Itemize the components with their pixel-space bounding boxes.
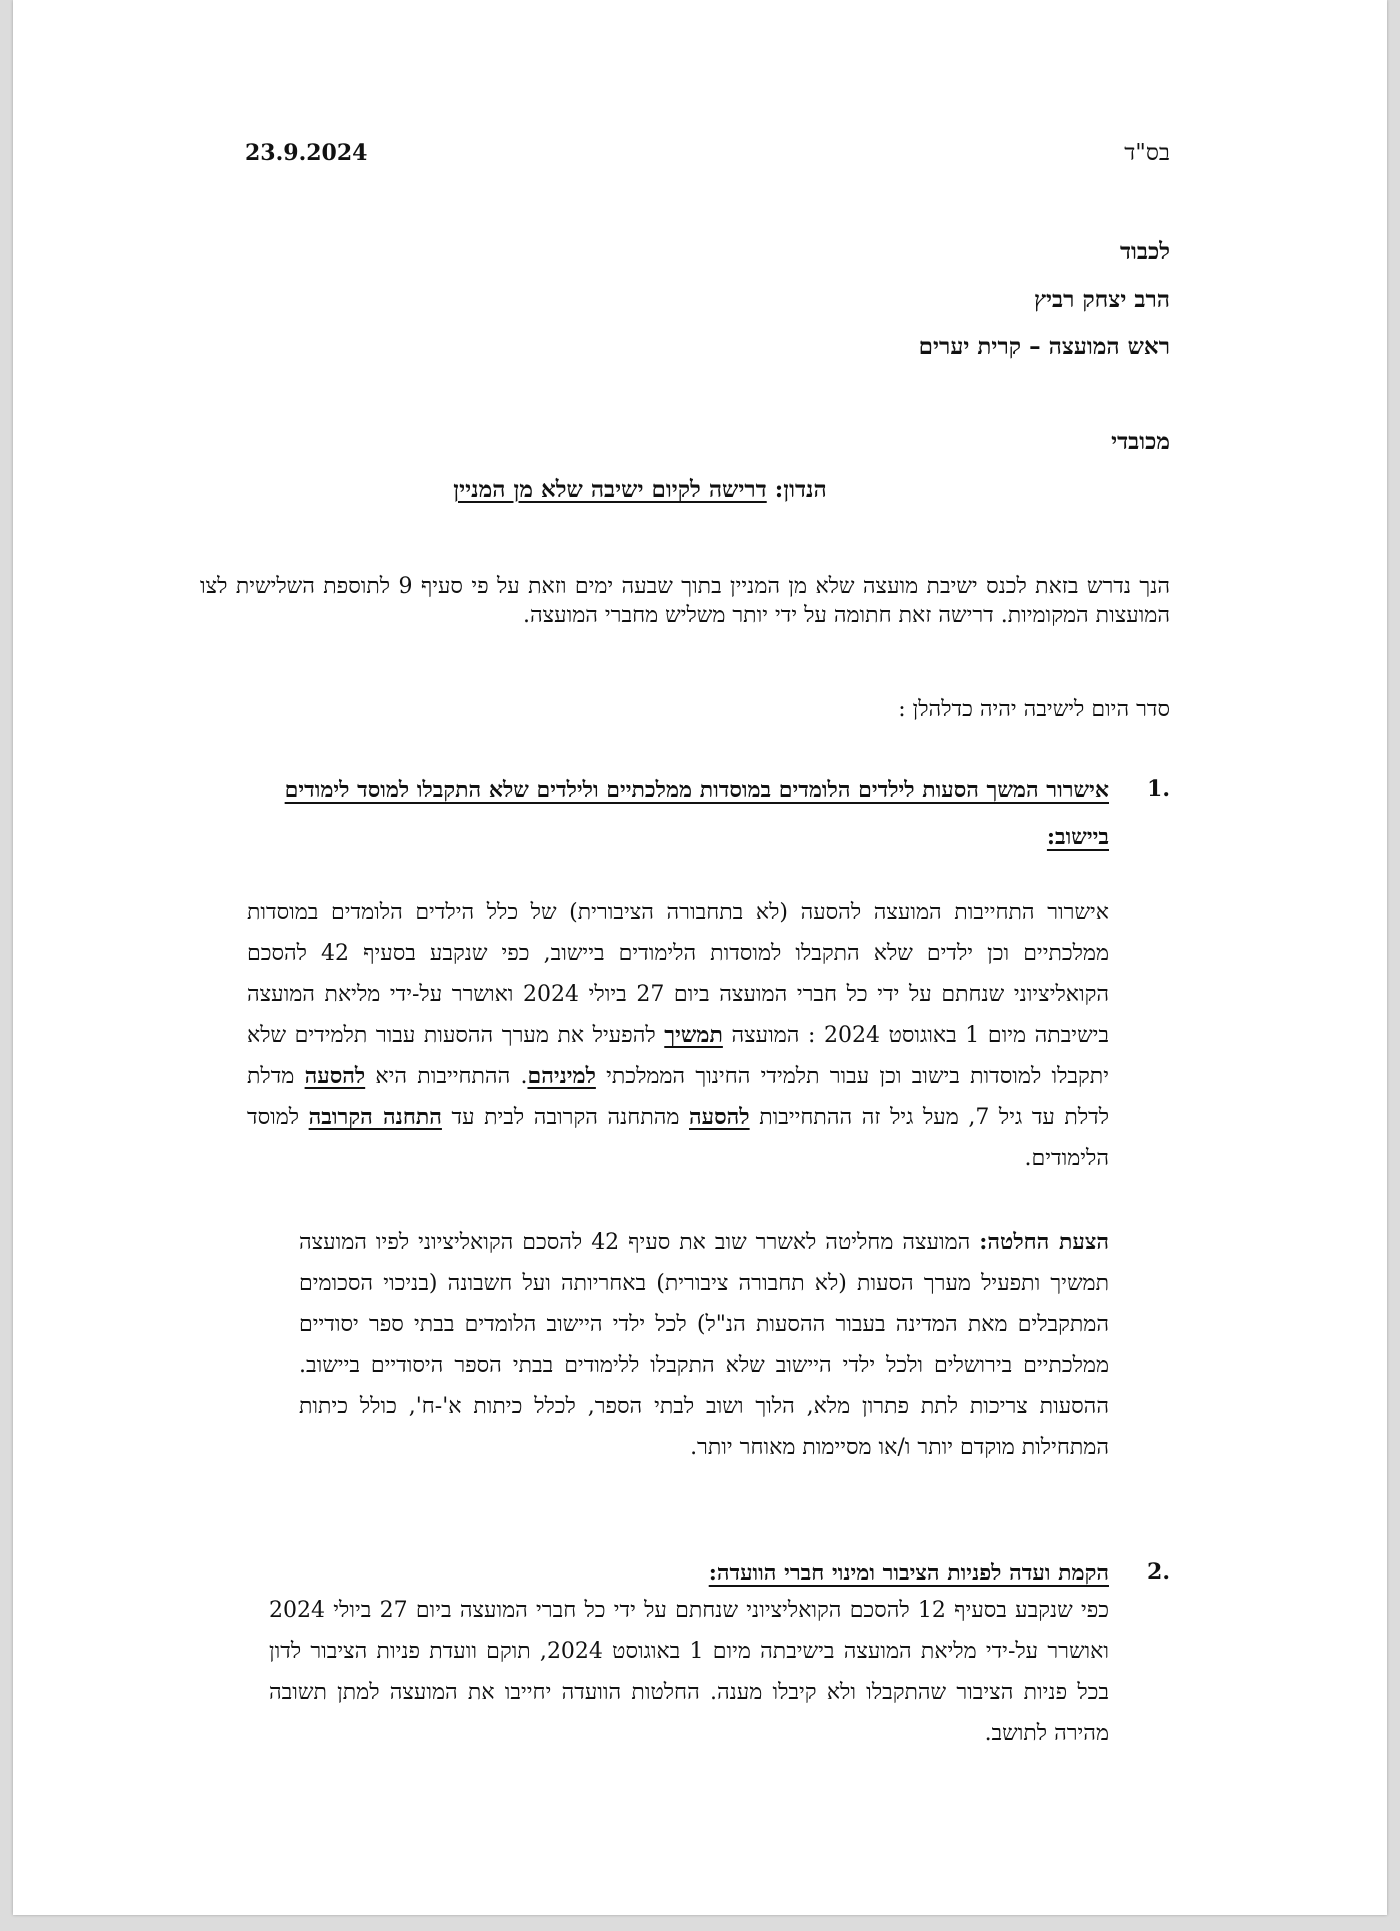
item2-number: 2. (1147, 1559, 1170, 1585)
addressee-to: לכבוד (1119, 238, 1170, 265)
item1-body-b: להפעיל את מערך ההסעות עבור תלמידים שלא יתקבלו למוסדות בישוב וכן עבור תלמידי החינוך הממלכתי (247, 1023, 1109, 1089)
item2-title: הקמת ועדה לפניות הציבור ומינוי חברי הוועדה: (708, 1560, 1109, 1586)
bsd-heading: בס"ד (1124, 140, 1170, 166)
item1-emph-station: התחנה הקרובה (308, 1104, 442, 1130)
item1-emph-ride2: להסעה (689, 1104, 750, 1130)
document-date: 23.9.2024 (245, 140, 368, 166)
addressee-name: הרב יצחק רביץ (1033, 286, 1170, 313)
item1-body-a: אישרור התחייבות המועצה להסעה (לא בתחבורה הציבורית) של כלל הילדים הלומדים במוסדות ממלכתיים וכן ילדים שלא התקבלו למוסדות הלימודים ביישוב, כפי שנקבע בסעיף 42 להסכם הקואליציוני שנחתם על ידי כל חברי המועצה ביום 27 ביולי 2024 ואושרר על-ידי מליאת המועצה בישיבתה מיום 1 באוגוסט 2024 : המועצה (247, 900, 1110, 1048)
item1-body (247, 892, 1109, 1179)
subject-text: דרישה לקיום ישיבה שלא מן המניין (453, 476, 767, 503)
agenda-intro: סדר היום לישיבה יהיה כדלהלן : (898, 697, 1170, 722)
item1-number: 1. (1147, 776, 1170, 802)
item1-body-f: למוסד הלימודים. (247, 1105, 1109, 1171)
intro-paragraph: הנך נדרש בזאת לכנס ישיבת מועצה שלא מן המניין בתוך שבעה ימים וזאת על פי סעיף 9 לתוספת השלישית לצו המועצות המקומיות. דרישה זאת חתומה על ידי יותר משליש מחברי המועצה. (200, 574, 1171, 628)
decision-label: הצעת החלטה: (979, 1229, 1109, 1255)
item1-decision (299, 1222, 1109, 1468)
item1-body-d: מדלת לדלת עד גיל 7, מעל גיל זה ההתחייבות (247, 1064, 1110, 1130)
item1-body-c: . ההתחייבות היא (375, 1064, 528, 1089)
item2-body: כפי שנקבע בסעיף 12 להסכם הקואליציוני שנחתם על ידי כל חברי המועצה ביום 27 ביולי 2024 ואושרר על-ידי מליאת המועצה בישיבתה מיום 1 באוגוסט 2024, תוקם וועדת פניות הציבור לדון בכל פניות הציבור שהתקבלו ולא קיבלו מענה. החלטות הוועדה יחייבו את המועצה למתן תשובה מהירה לתושב. (269, 1598, 1110, 1746)
addressee-role: ראש המועצה – קרית יערים (918, 333, 1170, 360)
document-page (13, 0, 1387, 1915)
item1-emph-continue: תמשיך (664, 1022, 723, 1048)
greeting: מכובדי (1111, 428, 1170, 455)
decision-text: המועצה מחליטה לאשרר שוב את סעיף 42 להסכם הקואליציוני לפיו המועצה תמשיך ותפעיל מערך הסעות (לא תחבורה ציבורית) באחריותה ועל חשבונה (בניכוי הסכומים המתקבלים מאת המדינה בעבור ההסעות הנ"ל) לכל ילדי היישוב הלומדים בבתי ספר יסודיים ממלכתיים בירושלים ולכל ילדי היישוב שלא התקבלו ללימודים בבתי הספר היסודיים ביישוב. ההסעות צריכות לתת פתרון מלא, הלוך ושוב לבתי הספר, לכלל כיתות א'-ח', כולל כיתות המתחילות מוקדם יותר ו/או מסיימות מאוחר יותר. (299, 1230, 1109, 1460)
subject-line (13, 476, 1387, 503)
item1-body-e: מהתחנה הקרובה לבית עד (451, 1105, 680, 1130)
item1-title: אישרור המשך הסעות לילדים הלומדים במוסדות ממלכתיים ולילדים שלא התקבלו למוסד לימודים ביישוב: (284, 777, 1109, 850)
item1-emph-types: למיניהם (527, 1063, 596, 1089)
subject-label: הנדון: (774, 476, 827, 503)
item1-emph-ride1: להסעה (304, 1063, 366, 1089)
